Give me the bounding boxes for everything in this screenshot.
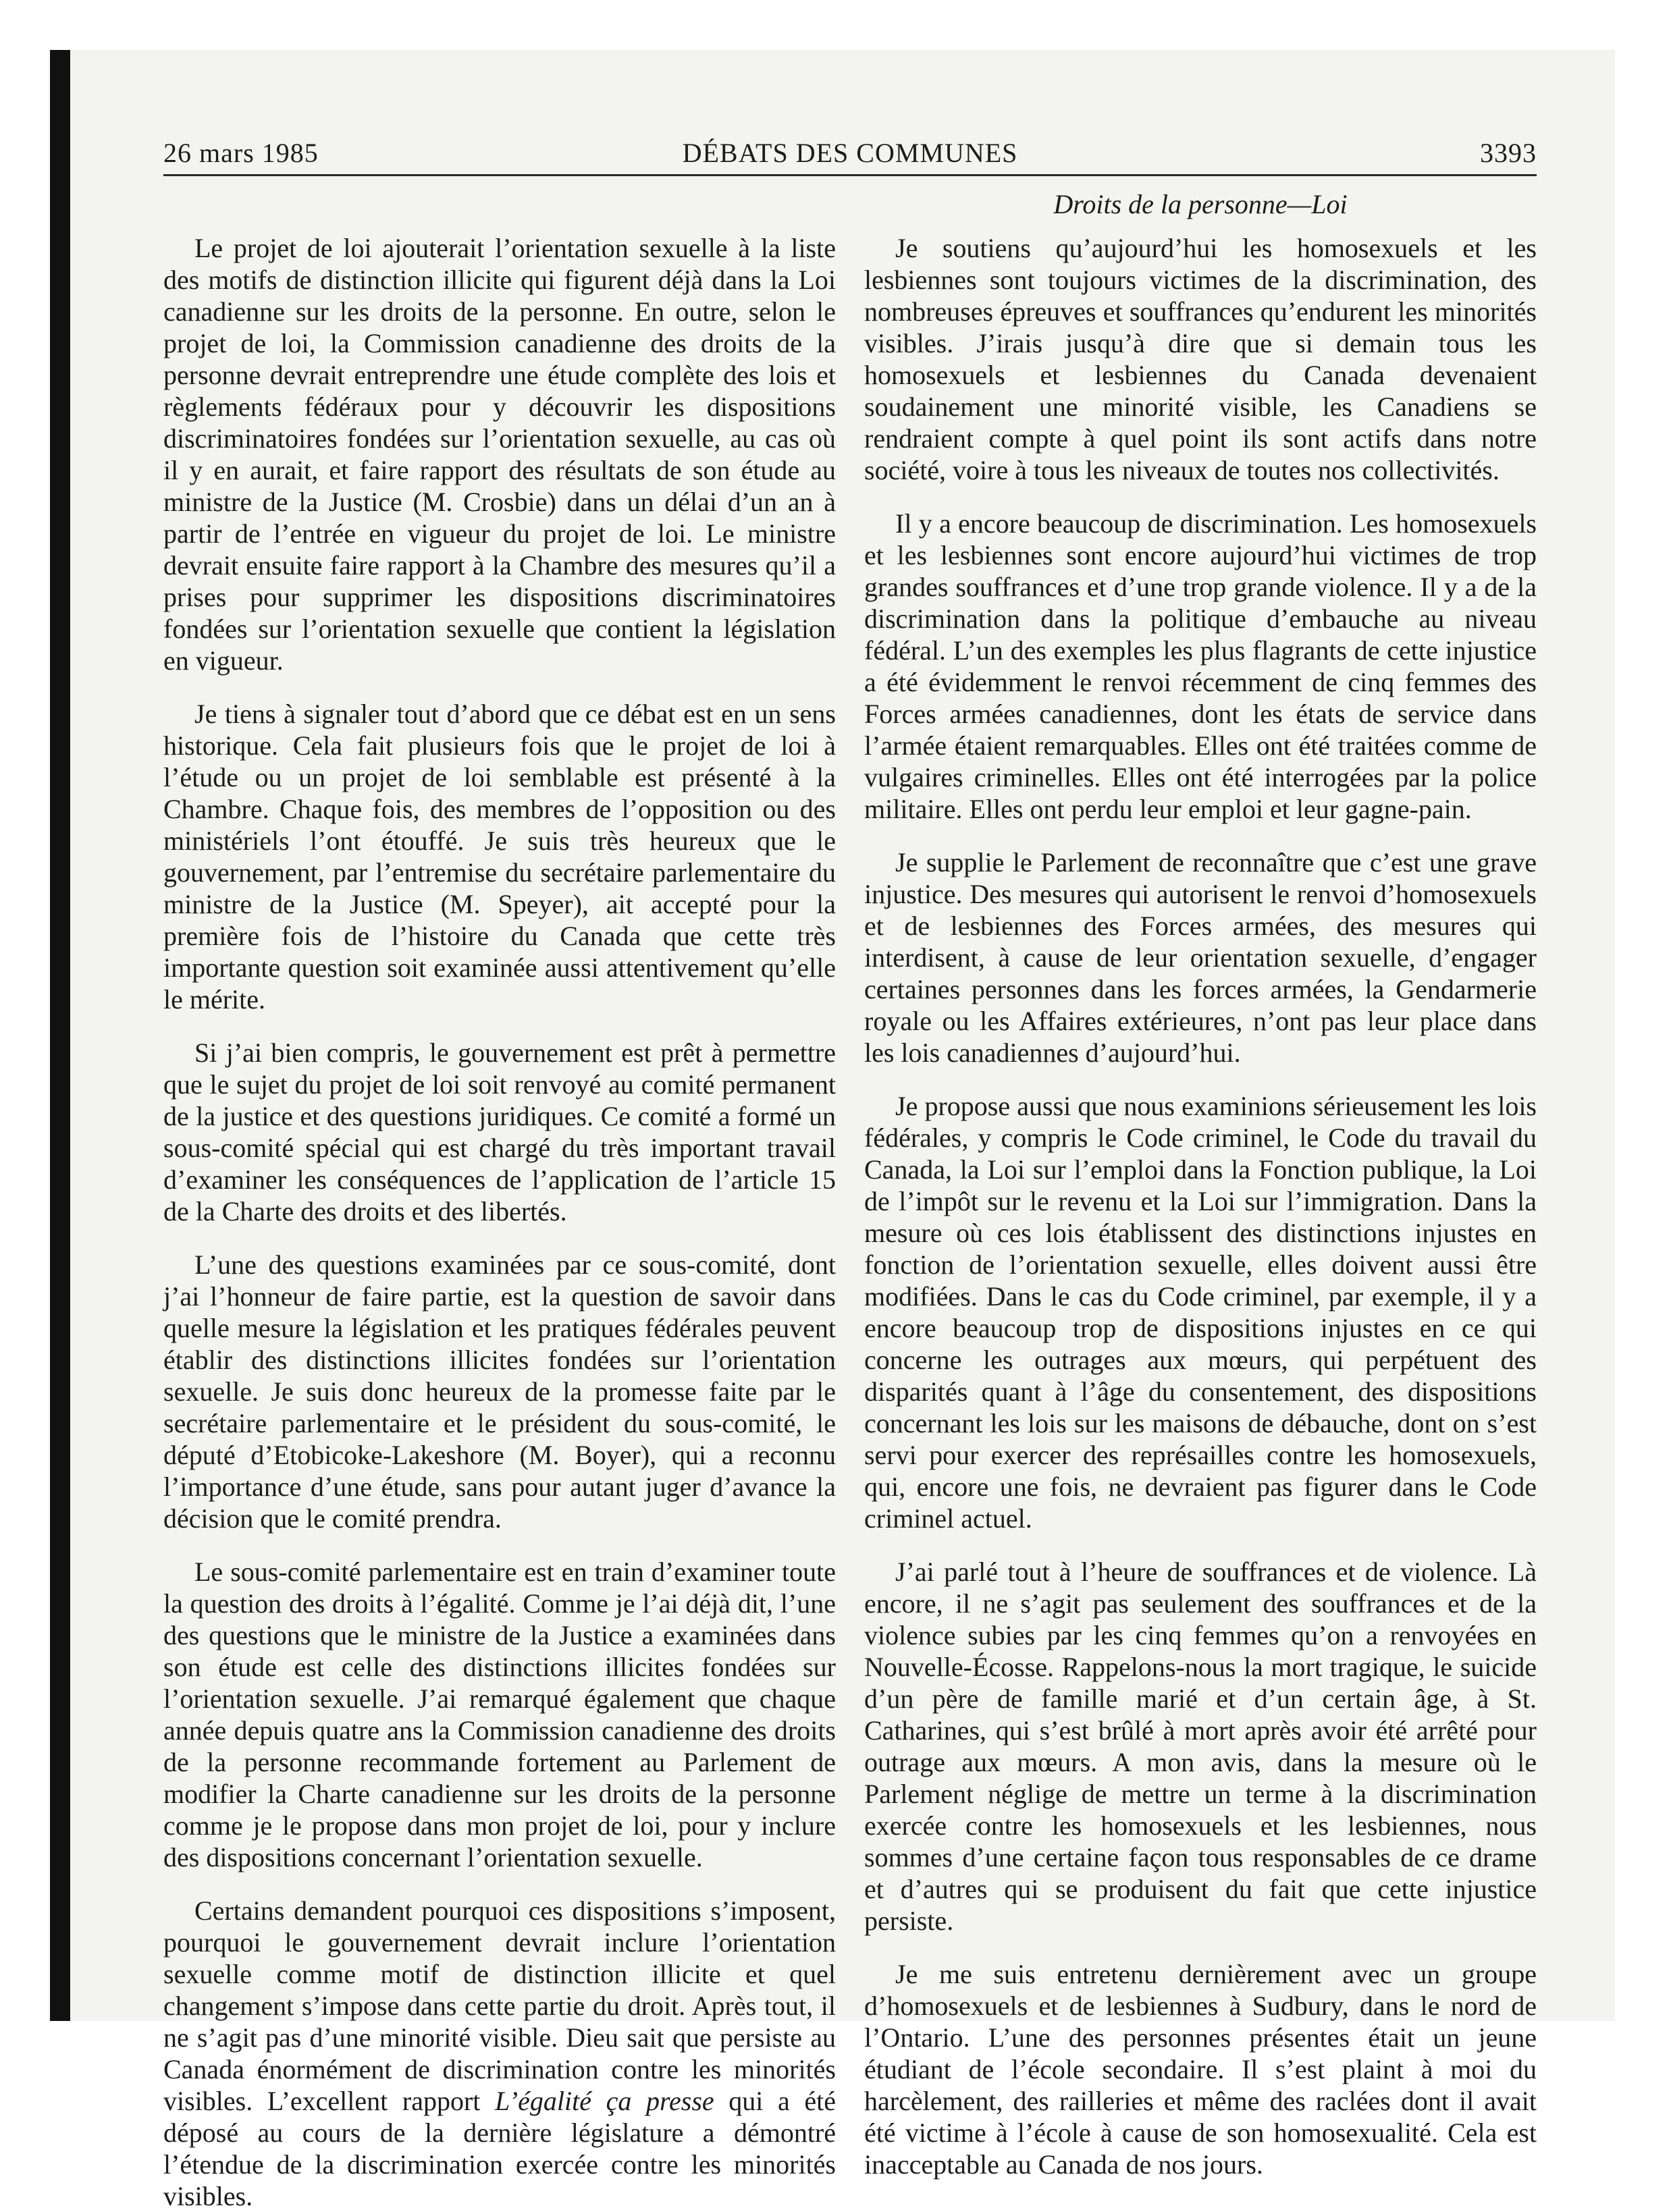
- section-title: Droits de la personne—Loi: [1053, 189, 1348, 219]
- paragraph-text: Certains demandent pourquoi ces dispositions s’imposent, pourquoi le gouvernement devrait inclure l’orientation sexuelle comme motif de distinction illicite et quel changement s’impose dans cette partie du droit. Après tout, il ne s’agit pas d’une minorité visible. Dieu sait que persiste au Canada énormément de discrimination contre les minorités visibles. L’excellent rapport: [163, 1895, 836, 2116]
- paragraph: Je soutiens qu’aujourd’hui les homosexuels et les lesbiennes sont toujours victimes de la discrimination, des nombreuses épreuves et souffrances qu’endurent les minorités visibles. J’irais jusqu’à dire que si demain tous les homosexuels et lesbiennes du Canada devenaient soudainement une minorité visible, les Canadiens se rendraient compte à quel point ils sont actifs dans notre société, voire à tous les niveaux de toutes nos collectivités.: [864, 233, 1537, 485]
- paragraph: Il y a encore beaucoup de discrimination. Les homosexuels et les lesbiennes sont encore aujourd’hui victimes de trop grandes souffrances et d’une trop grande violence. Il y a de la discrimination dans la politique d’embauche au niveau fédéral. L’un des exemples les plus flagrants de cette injustice a été évidemment le renvoi récemment de cinq femmes des Forces armées canadiennes, dont les états de service dans l’armée étaient remarquables. Elles ont été traitées comme de vulgaires criminelles. Elles ont été interrogées par la police militaire. Elles ont perdu leur emploi et leur gagne-pain.: [864, 508, 1537, 824]
- header-date: 26 mars 1985: [163, 138, 319, 168]
- paragraph: Je propose aussi que nous examinions sérieusement les lois fédérales, y compris le Code criminel, le Code du travail du Canada, la Loi sur l’emploi dans la Fonction publique, la Loi de l’impôt sur le revenu et la Loi sur l’immigration. Dans la mesure où ces lois établissent des distinctions injustes en fonction de l’orientation sexuelle, elles doivent aussi être modifiées. Dans le cas du Code criminel, par exemple, il y a encore beaucoup trop de dispositions injustes en ce qui concerne les outrages aux mœurs, qui perpétuent des disparités quant à l’âge du consentement, des dispositions concernant les lois sur les maisons de débauche, dont on s’est servi pour exercer des représailles contre les homosexuels, qui, encore une fois, ne devraient pas figurer dans le Code criminel actuel.: [864, 1091, 1537, 1534]
- running-header: [163, 136, 1537, 176]
- publication-title: DÉBATS DES COMMUNES: [682, 138, 1018, 168]
- paragraph: Le projet de loi ajouterait l’orientation sexuelle à la liste des motifs de distinction illicite qui figurent déjà dans la Loi canadienne sur les droits de la personne. En outre, selon le projet de loi, la Commission canadienne des droits de la personne devrait entreprendre une étude complète des lois et règlements fédéraux pour y découvrir les dispositions discriminatoires fondées sur l’orientation sexuelle, au cas où il y en aurait, et faire rapport des résultats de son étude au ministre de la Justice (M. Crosbie) dans un délai d’un an à partir de l’entrée en vigueur du projet de loi. Le ministre devrait ensuite faire rapport à la Chambre des mesures qu’il a prises pour supprimer les dispositions discriminatoires fondées sur l’orientation sexuelle que contient la législation en vigueur.: [163, 233, 836, 676]
- paragraph: Je tiens à signaler tout d’abord que ce débat est en un sens historique. Cela fait plusieurs fois que le projet de loi à l’étude ou un projet de loi semblable est présenté à la Chambre. Chaque fois, des membres de l’opposition ou des ministériels l’ont étouffé. Je suis très heureux que le gouvernement, par l’entremise du secrétaire parlementaire du ministre de la Justice (M. Speyer), ait accepté pour la première fois de l’histoire du Canada que cette très importante question soit examinée aussi attentivement qu’elle le mérite.: [163, 699, 836, 1015]
- paragraph: [163, 1895, 836, 2212]
- paragraph: J’ai parlé tout à l’heure de souffrances et de violence. Là encore, il ne s’agit pas seulement des souffrances et de la violence subies par les cinq femmes qu’on a renvoyées en Nouvelle-Écosse. Rappelons-nous la mort tragique, le suicide d’un père de famille marié et d’un certain âge, à St. Catharines, qui s’est brûlé à mort après avoir été arrêté pour outrage aux mœurs. A mon avis, dans la mesure où le Parlement néglige de mettre un terme à la discrimination exercée contre les homosexuels et les lesbiennes, nous sommes d’une certaine façon tous responsables de ce drame et d’autres qui se produisent du fait que cette injustice persiste.: [864, 1557, 1537, 1936]
- paragraph: Le sous-comité parlementaire est en train d’examiner toute la question des droits à l’égalité. Comme je l’ai déjà dit, l’une des questions que le ministre de la Justice a examinées dans son étude est celle des distinctions illicites fondées sur l’orientation sexuelle. J’ai remarqué également que chaque année depuis quatre ans la Commission canadienne des droits de la personne recommande fortement au Parlement de modifier la Charte canadienne sur les droits de la personne comme je le propose dans mon projet de loi, pour y inclure des dispositions concernant l’orientation sexuelle.: [163, 1557, 836, 1872]
- binding-shadow: [50, 50, 70, 2021]
- right-column: [864, 232, 1537, 2180]
- paragraph: Je me suis entretenu dernièrement avec un groupe d’homosexuels et de lesbiennes à Sudbury, dans le nord de l’Ontario. L’une des personnes présentes était un jeune étudiant de l’école secondaire. Il s’est plaint à moi du harcèlement, des railleries et même des raclées dont il avait été victime à l’école à cause de son homosexualité. Cela est inacceptable au Canada de nos jours.: [864, 1959, 1537, 2180]
- page-number: 3393: [1480, 138, 1537, 168]
- paragraph: Si j’ai bien compris, le gouvernement est prêt à permettre que le sujet du projet de loi soit renvoyé au comité permanent de la justice et des questions juridiques. Ce comité a formé un sous-comité spécial qui est chargé du très important travail d’examiner les conséquences de l’application de l’article 15 de la Charte des droits et des libertés.: [163, 1037, 836, 1226]
- paragraph: L’une des questions examinées par ce sous-comité, dont j’ai l’honneur de faire partie, est la question de savoir dans quelle mesure la législation et les pratiques fédérales peuvent établir des distinctions illicites fondées sur l’orientation sexuelle. Je suis donc heureux de la promesse faite par le secrétaire parlementaire et le président du sous-comité, le député d’Etobicoke-Lakeshore (M. Boyer), qui a reconnu l’importance d’une étude, sans pour autant juger d’avance la décision que le comité prendra.: [163, 1249, 836, 1534]
- paragraph-text: qui a été déposé au cours de la dernière législature a démontré l’étendue de la discrimination exercée contre les minorités visibles.: [163, 2086, 837, 2211]
- left-column: [163, 232, 836, 2212]
- report-title: L’égalité ça presse: [495, 2086, 714, 2116]
- paragraph: Je supplie le Parlement de reconnaître que c’est une grave injustice. Des mesures qui autorisent le renvoi d’homosexuels et de lesbiennes des Forces armées, des mesures qui interdisent, à cause de leur orientation sexuelle, d’engager certaines personnes dans les forces armées, la Gendarmerie royale ou les Affaires extérieures, n’ont pas leur place dans les lois canadiennes d’aujourd’hui.: [864, 847, 1537, 1068]
